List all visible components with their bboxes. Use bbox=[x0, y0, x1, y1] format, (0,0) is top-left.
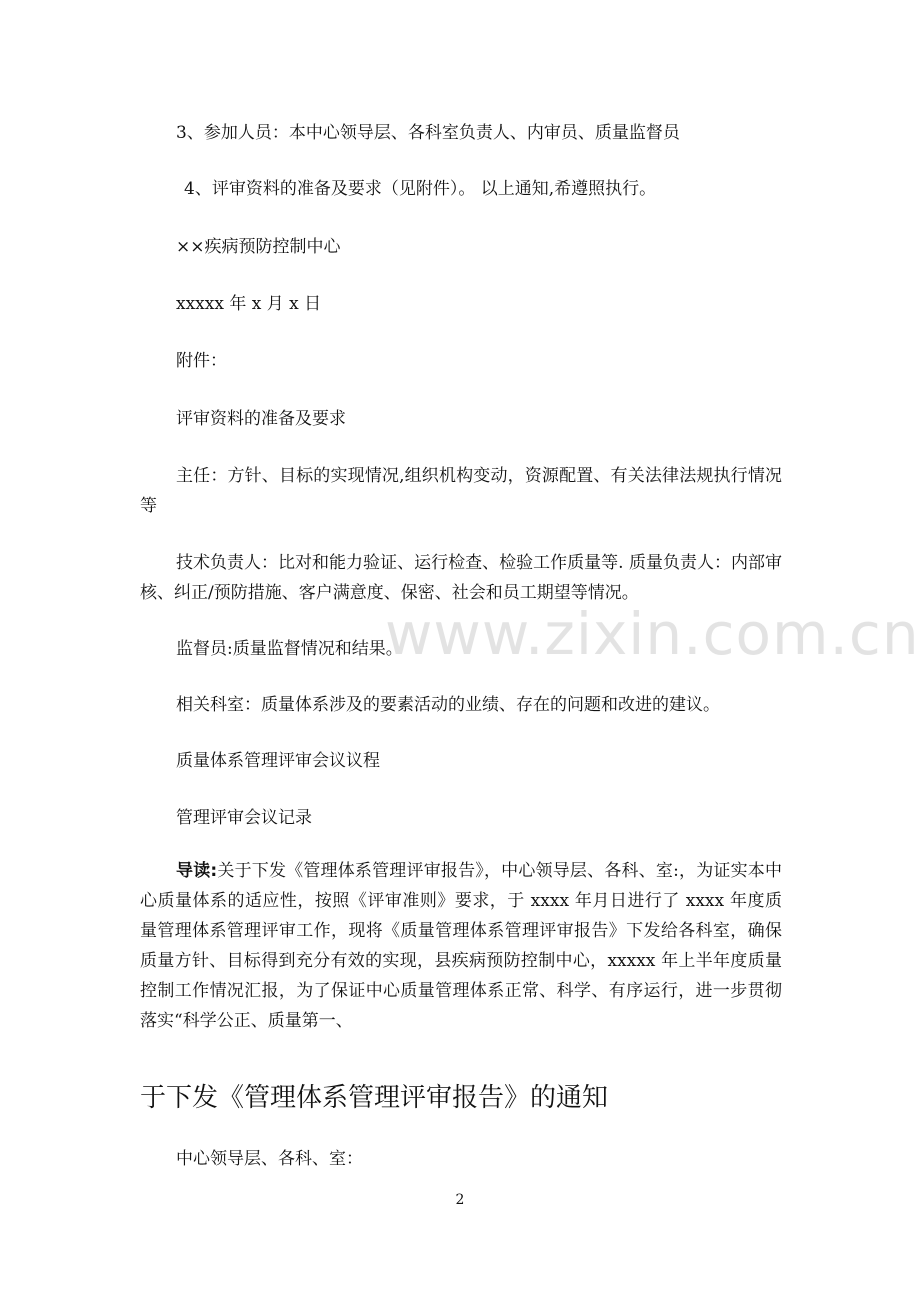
paragraph-attachment-title: 评审资料的准备及要求 bbox=[176, 409, 346, 429]
paragraph-participants: 3、参加人员：本中心领导层、各科室负责人、内审员、质量监督员 bbox=[176, 123, 680, 143]
lead-text: 关于下发《管理体系管理评审报告》，中心领导层、各科、室:，为证实本中心质量体系的适应性，按照《评审准则》要求，于 xxxx 年月日进行了 xxxx 年度质量管理体系管理评审工作，现将《质量管理体系管理评审报告》下发给各科室，确保质量方针、目标得到充分有效的实现，县疾病预防控制中心，xxxxx 年上半年度质量控制工作情况汇报，为了保证中心质量管理体系正常、科学、有序运行，进一步贯彻落实“科学公正、质量第一、 bbox=[140, 861, 782, 1031]
page-number: 2 bbox=[455, 1192, 465, 1208]
paragraph-date: xxxxx 年 x 月 x 日 bbox=[176, 294, 322, 314]
paragraph-supervisor: 监督员:质量监督情况和结果。 bbox=[176, 639, 403, 659]
paragraph-lead-summary bbox=[140, 856, 782, 1036]
paragraph-attachment-label: 附件： bbox=[176, 351, 227, 371]
watermark: www.zixin.com.cn bbox=[385, 600, 920, 668]
paragraph-meeting-record: 管理评审会议记录 bbox=[176, 808, 312, 828]
paragraph-technical-lead: 技术负责人：比对和能力验证、运行检查、检验工作质量等. 质量负责人：内部审核、纠正/预防措施、客户满意度、保密、社会和员工期望等情况。 bbox=[140, 553, 782, 603]
paragraph-director: 主任：方针、目标的实现情况,组织机构变动，资源配置、有关法律法规执行情况等 bbox=[140, 466, 782, 516]
paragraph-meeting-agenda: 质量体系管理评审会议议程 bbox=[176, 751, 380, 771]
notice-heading: 于下发《管理体系管理评审报告》的通知 bbox=[140, 1083, 609, 1113]
paragraph-salutation: 中心领导层、各科、室： bbox=[176, 1149, 363, 1169]
paragraph-departments: 相关科室：质量体系涉及的要素活动的业绩、存在的问题和改进的建议。 bbox=[176, 695, 720, 715]
paragraph-organization: ××疾病预防控制中心 bbox=[176, 237, 341, 257]
paragraph-review-materials: 4、评审资料的准备及要求（见附件）。 以上通知,希遵照执行。 bbox=[184, 179, 657, 199]
lead-label: 导读: bbox=[176, 861, 218, 881]
